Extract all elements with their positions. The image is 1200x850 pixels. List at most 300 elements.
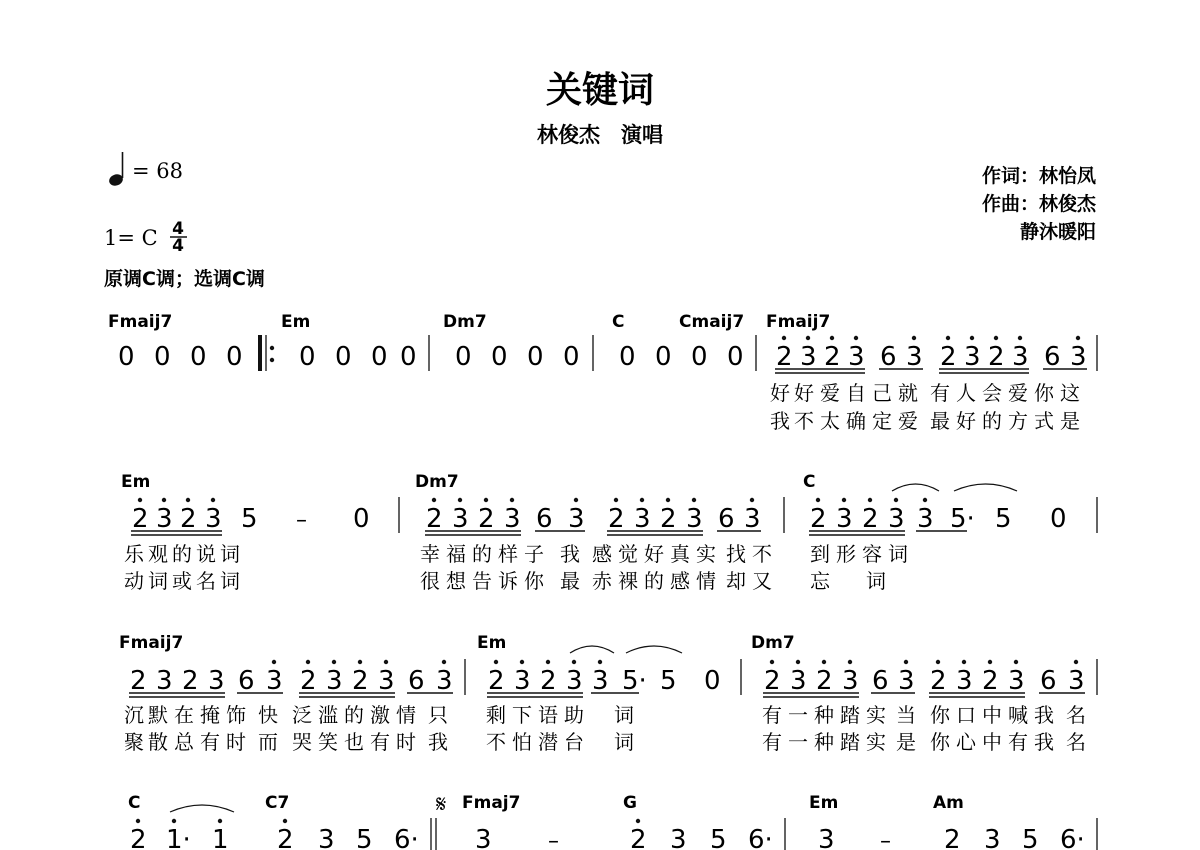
lyric-char: 激 [370,703,390,727]
octave-dot [806,336,810,340]
lyric-char: 福 [446,542,466,566]
octave-dot [332,660,336,664]
note: 2 [130,825,147,850]
lyric-char: 观 [148,542,168,566]
lyric-char: 只 [428,703,448,727]
lyric-char: 口 [956,703,976,727]
note: 3 [568,504,585,534]
lyric-char: 词 [614,703,634,727]
lyric-char: 情 [396,703,416,727]
octave-dot [572,660,576,664]
key-signature [104,219,187,256]
lyric-char: 有 [762,730,782,754]
time-signature-bottom: 4 [172,236,184,256]
lyric-char: 在 [174,703,194,727]
note: 0 [727,342,744,372]
note: 3 [156,666,173,696]
chord-symbol: Am [933,793,964,813]
note: 6 [718,504,735,534]
note: 0 [299,342,316,372]
note: 3 [475,825,492,850]
lyric-char: 一 [788,730,808,754]
note: 3 [592,666,609,696]
octave-dot [750,498,754,502]
note: 0 [400,342,417,372]
note: 0 [190,342,207,372]
lyric-char: 而 [258,730,278,754]
note: 3 [504,504,521,534]
note: 3 [906,342,923,372]
lyric-char: 的 [982,409,1002,433]
note: 2 [182,666,199,696]
lyric-char: 你 [1034,381,1054,405]
lyricist-credit: 作词：林怡凤 [981,165,1096,187]
note: 3 [1012,342,1029,372]
note: 3 [956,666,973,696]
note: 3 [208,666,225,696]
lyric-char: 容 [862,542,882,566]
note: 2 [180,504,197,534]
note: 0 [335,342,352,372]
chord-symbol: Dm7 [443,312,487,332]
octave-dot [994,336,998,340]
lyric-char: 时 [396,730,416,754]
score [108,312,1097,850]
chord-symbol: Dm7 [751,633,795,653]
lyric-char: 一 [788,703,808,727]
lyric-char: 你 [930,730,950,754]
note: 2 [764,666,781,696]
chord-symbol: Dm7 [415,472,459,492]
lyric-char: 名 [1066,703,1086,727]
note: 0 [704,666,721,696]
repeat-dot [270,346,274,350]
octave-dot [1018,336,1022,340]
note: 6· [748,825,773,850]
lyric-char: 的 [472,542,492,566]
octave-dot [770,660,774,664]
lyric-char: 助 [564,703,584,727]
octave-dot [848,660,852,664]
note: 0 [1050,504,1067,534]
time-signature-top: 4 [172,219,184,239]
note: 6 [880,342,897,372]
lyric-char: 乐 [124,542,144,566]
lyric-char: 词 [888,542,908,566]
slur-mark [626,646,682,653]
note: 2 [660,504,677,534]
note: 0 [455,342,472,372]
lyric-char: 感 [592,542,612,566]
note: 3 [378,666,395,696]
lyric-char: 词 [220,542,240,566]
note: 5 [241,504,258,534]
chord-symbol: Em [281,312,311,332]
octave-dot [894,498,898,502]
note: 6 [1040,666,1057,696]
octave-dot [272,660,276,664]
lyric-char: 掩 [200,703,220,727]
lyric-char: 饰 [226,703,246,727]
lyric-char: 下 [512,703,532,727]
note: 2 [940,342,957,372]
lyric-char: 心 [956,730,976,754]
lyric-char: 赤 [592,569,612,593]
slur-mark [570,646,614,653]
tempo-marking [108,152,183,188]
note: 1· [166,825,191,850]
lyric-char: 词 [148,569,168,593]
octave-dot [936,660,940,664]
note: 5 [710,825,727,850]
note: 3 [888,504,905,534]
lyric-char: 情 [696,569,716,593]
note: 2 [130,666,147,696]
chord-symbol: C [803,472,816,492]
lyric-char: 告 [472,569,492,593]
octave-dot [138,498,142,502]
lyric-char: 你 [930,703,950,727]
octave-dot [640,498,644,502]
lyric-char: 笑 [318,730,338,754]
lyric-char: 最 [560,569,580,593]
lyric-char: 人 [956,381,976,405]
note: 3 [566,666,583,696]
lyric-char: 觉 [618,542,638,566]
octave-dot [816,498,820,502]
octave-dot [458,498,462,502]
lyric-char: 踏 [840,703,860,727]
octave-dot [854,336,858,340]
note: 6 [536,504,553,534]
note: 3 [670,825,687,850]
octave-dot [842,498,846,502]
note: 6· [1060,825,1085,850]
lyric-char: 形 [836,542,856,566]
lyric-char: 潜 [538,730,558,754]
lyric-char: 实 [866,703,886,727]
note: 2 [982,666,999,696]
note: 2 [930,666,947,696]
note: 2 [478,504,495,534]
chord-symbol: C [612,312,625,332]
lyric-char: 怕 [512,730,532,754]
note: 2 [608,504,625,534]
octave-dot [442,660,446,664]
lyric-char: 中 [982,703,1002,727]
lyric-char: 的 [344,703,364,727]
lyric-char: 好 [794,381,814,405]
lyric-char: 泛 [292,703,312,727]
octave-dot [912,336,916,340]
lyric-char: 当 [896,703,916,727]
lyric-char: 名 [1066,730,1086,754]
lyric-char: 就 [898,381,918,405]
octave-dot [1074,660,1078,664]
chord-symbol: Fmaj7 [462,793,521,813]
lyric-char: 爱 [820,381,840,405]
note: 3 [964,342,981,372]
chord-symbol: Cmaij7 [679,312,745,332]
lyric-char: 名 [196,569,216,593]
note: 5 [995,504,1012,534]
octave-dot [520,660,524,664]
note: 3 [436,666,453,696]
chord-symbol: C [128,793,141,813]
lyric-char: 不 [752,542,772,566]
lyric-char: 有 [370,730,390,754]
note: 2 [816,666,833,696]
original-key-note: 原调C调；选调C调 [104,268,265,290]
note: 3 [1070,342,1087,372]
lyric-char: 的 [644,569,664,593]
note: 2 [630,825,647,850]
lyric-char: 种 [814,730,834,754]
lyric-char: 哭 [292,730,312,754]
note: 3 [842,666,859,696]
lyric-char: 诉 [498,569,518,593]
lyric-char: 子 [524,542,544,566]
octave-dot [494,660,498,664]
lyric-char: 动 [124,569,144,593]
repeat-start-bar [258,335,262,371]
chord-symbol: Fmaij7 [119,633,184,653]
note: 3 [898,666,915,696]
slur-mark [954,484,1017,491]
octave-dot [546,660,550,664]
lyric-char: 有 [200,730,220,754]
octave-dot [283,819,287,823]
sustain-dash: – [296,508,307,533]
lyric-char: 我 [560,542,580,566]
lyric-char: 快 [258,703,278,727]
lyric-char: 是 [896,730,916,754]
lyric-char: 滥 [318,703,338,727]
repeat-dot [270,358,274,362]
lyric-char: 己 [872,381,892,405]
note: 3 [984,825,1001,850]
key-text: 1= C [104,226,158,250]
lyric-char: 喊 [1008,703,1028,727]
lyric-char: 总 [174,730,194,754]
lyric-char: 好 [644,542,664,566]
lyric-char: 我 [1034,703,1054,727]
note: 3 [917,504,934,534]
note: 2 [488,666,505,696]
lyric-char: 自 [846,381,866,405]
octave-dot [306,660,310,664]
octave-dot [574,498,578,502]
chord-symbol: Fmaij7 [766,312,831,332]
note: 6· [394,825,419,850]
octave-dot [432,498,436,502]
lyric-char: 语 [538,703,558,727]
note: 6 [872,666,889,696]
note: 3 [266,666,283,696]
lyric-char: 你 [524,569,544,593]
note: 5· [950,504,975,534]
arranger-credit: 静沐暖阳 [1019,221,1096,243]
slur-mark [892,484,939,491]
octave-dot [830,336,834,340]
lyric-char: 却 [726,569,746,593]
lyric-char: 我 [770,409,790,433]
note: 2 [300,666,317,696]
note: 0 [353,504,370,534]
octave-dot [868,498,872,502]
note: 0 [527,342,544,372]
chord-symbol: Fmaij7 [108,312,173,332]
note: 2 [540,666,557,696]
lyric-char: 想 [446,569,466,593]
note: 0 [371,342,388,372]
octave-dot [358,660,362,664]
octave-dot [946,336,950,340]
lyric-char: 不 [794,409,814,433]
octave-dot [692,498,696,502]
note: 3 [848,342,865,372]
note: 6 [1044,342,1061,372]
octave-dot [614,498,618,502]
lyric-char: 爱 [898,409,918,433]
lyric-char: 种 [814,703,834,727]
note: 1 [212,825,229,850]
note: 2 [810,504,827,534]
octave-dot [904,660,908,664]
lyric-char: 的 [172,542,192,566]
chord-symbol: G [623,793,637,813]
lyric-char: 词 [220,569,240,593]
note: 2 [132,504,149,534]
note: 0 [563,342,580,372]
lyric-char: 有 [762,703,782,727]
octave-dot [962,660,966,664]
lyric-char: 词 [614,730,634,754]
lyric-char: 忘 [810,569,830,593]
note: 5 [356,825,373,850]
lyric-char: 或 [172,569,192,593]
performer-line: 林俊杰 演唱 [537,123,663,147]
lyric-char: 太 [820,409,840,433]
music-system [121,472,1097,593]
note: 2 [776,342,793,372]
lyric-char: 好 [770,381,790,405]
lyric-char: 有 [1008,730,1028,754]
sustain-dash: – [880,829,891,850]
lyric-char: 最 [930,409,950,433]
note: 0 [118,342,135,372]
note: 2 [862,504,879,534]
lyric-char: 是 [1060,409,1080,433]
song-title: 关键词 [545,70,655,111]
lyric-char: 台 [564,730,584,754]
lyric-char: 实 [696,542,716,566]
note: 2 [426,504,443,534]
music-system [128,790,1097,850]
note: 5 [660,666,677,696]
lyric-char: 到 [810,542,830,566]
octave-dot [136,819,140,823]
octave-dot [211,498,215,502]
chord-symbol: Em [477,633,507,653]
lyric-char: 找 [726,542,746,566]
chord-symbol: Em [809,793,839,813]
lyric-char: 裸 [618,569,638,593]
lyric-char: 时 [226,730,246,754]
lyric-char: 很 [420,569,440,593]
lyric-char: 定 [872,409,892,433]
slur-mark [170,805,234,812]
note: 6 [238,666,255,696]
octave-dot [666,498,670,502]
lyric-char: 方 [1008,409,1028,433]
lyric-char: 幸 [420,542,440,566]
note: 0 [655,342,672,372]
tempo-value: = 68 [132,159,183,183]
note: 3 [818,825,835,850]
note: 3 [744,504,761,534]
lyric-char: 中 [982,730,1002,754]
octave-dot [970,336,974,340]
lyric-char: 默 [148,703,168,727]
chord-symbol: Em [121,472,151,492]
lyric-char: 散 [148,730,168,754]
note: 0 [154,342,171,372]
note: 3 [452,504,469,534]
lyric-char: 这 [1060,381,1080,405]
octave-dot [172,819,176,823]
note: 3 [836,504,853,534]
lyric-char: 我 [1034,730,1054,754]
note: 3 [156,504,173,534]
lyric-char: 又 [752,569,772,593]
lyric-char: 词 [866,569,886,593]
note: 3 [800,342,817,372]
lyric-char: 沉 [124,703,144,727]
octave-dot [162,498,166,502]
note: 2 [988,342,1005,372]
note: 0 [619,342,636,372]
note: 2 [352,666,369,696]
octave-dot [1014,660,1018,664]
note: 3 [634,504,651,534]
note: 5· [622,666,647,696]
octave-dot [510,498,514,502]
note: 0 [226,342,243,372]
lyric-char: 好 [956,409,976,433]
note: 3 [326,666,343,696]
note: 2 [824,342,841,372]
chord-symbol: C7 [265,793,290,813]
octave-dot [796,660,800,664]
note: 3 [1008,666,1025,696]
lyric-char: 聚 [124,730,144,754]
octave-dot [186,498,190,502]
note: 2 [277,825,294,850]
lyric-char: 不 [486,730,506,754]
lyric-char: 也 [344,730,364,754]
octave-dot [822,660,826,664]
lyric-char: 样 [498,542,518,566]
octave-dot [598,660,602,664]
lyric-char: 我 [428,730,448,754]
sustain-dash: – [548,829,559,850]
note: 3 [790,666,807,696]
lyric-char: 说 [196,542,216,566]
octave-dot [218,819,222,823]
lyric-char: 剩 [486,703,506,727]
note: 2 [944,825,961,850]
